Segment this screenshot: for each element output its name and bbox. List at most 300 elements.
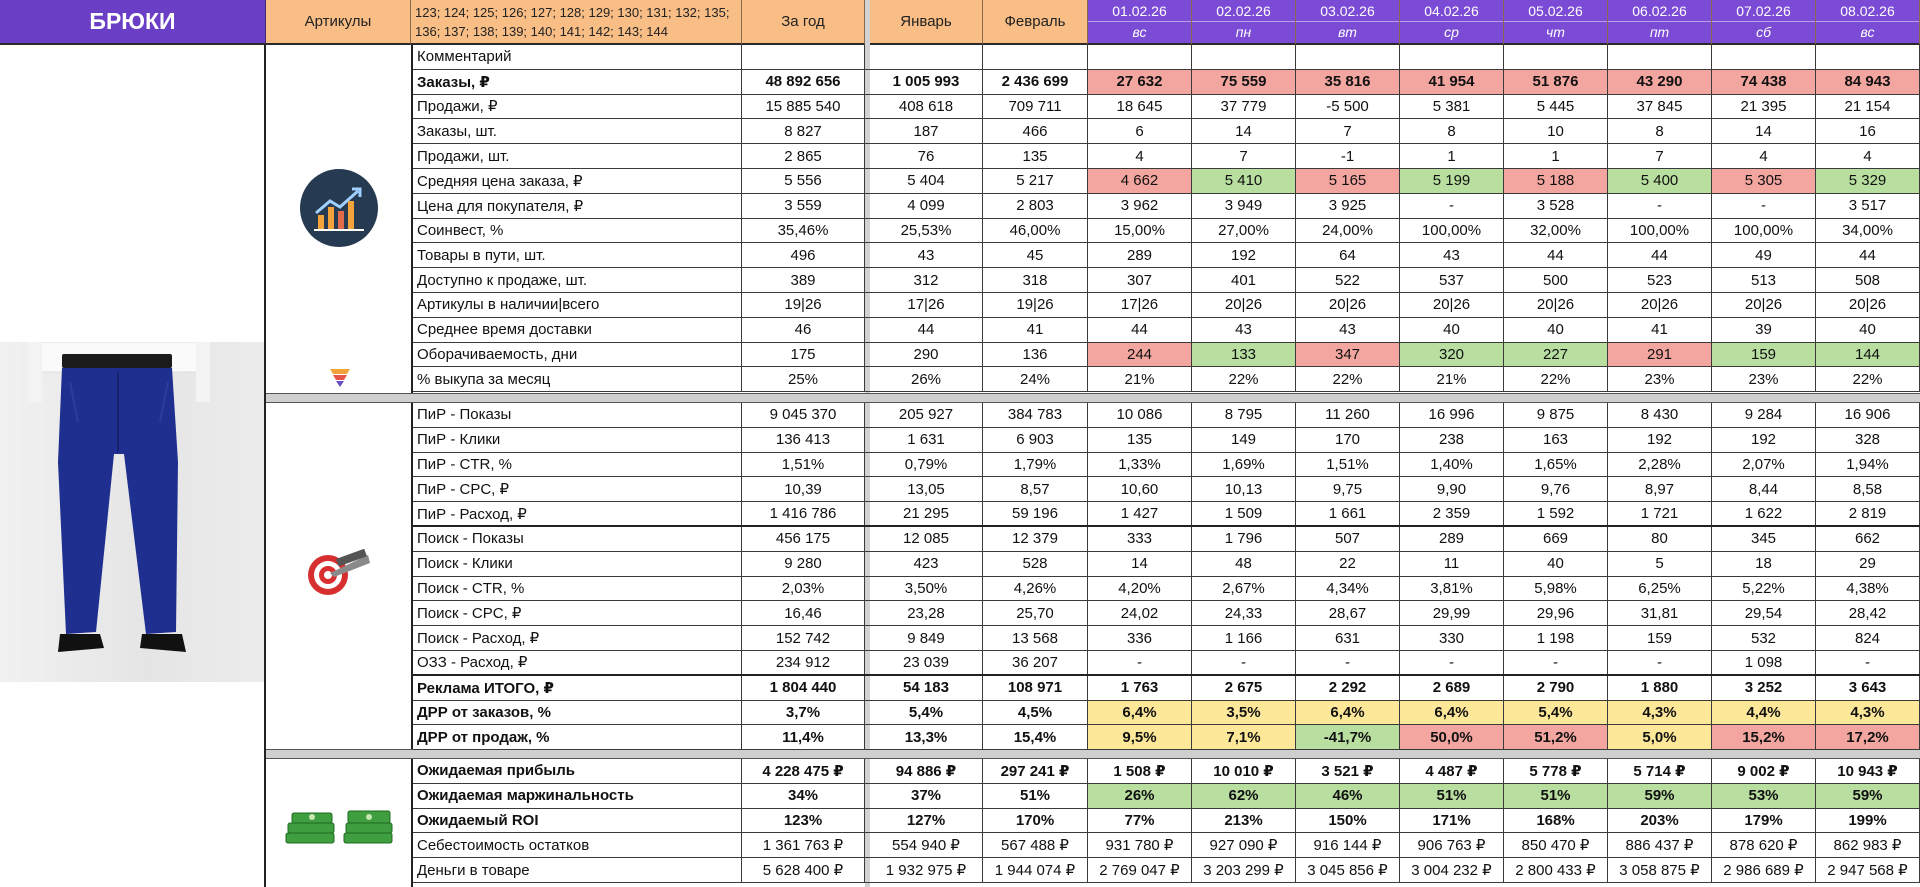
cell-day-5[interactable]: 3 528 xyxy=(1504,194,1608,218)
cell-year[interactable]: 175 xyxy=(742,343,865,367)
cell-day-7[interactable]: 39 xyxy=(1712,318,1816,342)
row-label[interactable]: Продажи, шт. xyxy=(413,144,742,168)
cell-day-3[interactable]: 43 xyxy=(1296,318,1400,342)
cell-day-7[interactable]: 29,54 xyxy=(1712,601,1816,625)
cell-day-3[interactable]: 5 165 xyxy=(1296,169,1400,193)
cell-jan[interactable]: 423 xyxy=(870,552,983,576)
cell-day-6[interactable] xyxy=(1608,45,1712,69)
cell-day-7[interactable]: 159 xyxy=(1712,343,1816,367)
cell-day-7[interactable]: 1 098 xyxy=(1712,651,1816,674)
cell-feb[interactable]: 318 xyxy=(983,268,1088,292)
cell-day-4[interactable]: 3 004 232 ₽ xyxy=(1400,858,1504,882)
cell-day-4[interactable]: 6,4% xyxy=(1400,701,1504,725)
cell-day-2[interactable]: 7 xyxy=(1192,144,1296,168)
cell-day-1[interactable]: 931 780 ₽ xyxy=(1088,833,1192,857)
cell-year[interactable]: 19|26 xyxy=(742,293,865,317)
cell-day-7[interactable]: - xyxy=(1712,194,1816,218)
cell-day-5[interactable]: 44 xyxy=(1504,243,1608,267)
cell-day-8[interactable] xyxy=(1816,45,1920,69)
cell-day-8[interactable]: 662 xyxy=(1816,527,1920,551)
day-header-6[interactable] xyxy=(1608,0,1712,45)
cell-feb[interactable]: 36 207 xyxy=(983,651,1088,674)
cell-day-4[interactable]: 3,81% xyxy=(1400,577,1504,601)
cell-day-5[interactable]: 22% xyxy=(1504,367,1608,391)
cell-day-3[interactable]: - xyxy=(1296,651,1400,674)
cell-feb[interactable]: 2 803 xyxy=(983,194,1088,218)
cell-day-8[interactable]: 3 517 xyxy=(1816,194,1920,218)
cell-jan[interactable]: 5 404 xyxy=(870,169,983,193)
cell-day-6[interactable]: 159 xyxy=(1608,626,1712,650)
cell-day-6[interactable]: 5,0% xyxy=(1608,725,1712,749)
cell-day-3[interactable]: 1 661 xyxy=(1296,502,1400,525)
cell-day-4[interactable]: 40 xyxy=(1400,318,1504,342)
cell-feb[interactable]: 297 241 ₽ xyxy=(983,759,1088,783)
cell-day-8[interactable]: 8,58 xyxy=(1816,477,1920,501)
cell-day-3[interactable]: 24,00% xyxy=(1296,219,1400,243)
cell-feb[interactable]: 170% xyxy=(983,809,1088,833)
cell-feb[interactable]: 384 783 xyxy=(983,403,1088,427)
cell-year[interactable]: 389 xyxy=(742,268,865,292)
cell-jan[interactable]: 13,3% xyxy=(870,725,983,749)
cell-day-5[interactable]: 5 188 xyxy=(1504,169,1608,193)
cell-day-1[interactable]: 3 962 xyxy=(1088,194,1192,218)
cell-day-5[interactable]: 40 xyxy=(1504,318,1608,342)
month-header-jan[interactable]: Январь xyxy=(870,0,983,45)
row-label[interactable]: ДРР от заказов, % xyxy=(413,701,742,725)
cell-day-1[interactable]: 14 xyxy=(1088,552,1192,576)
cell-day-1[interactable]: 15,00% xyxy=(1088,219,1192,243)
cell-jan[interactable]: 17|26 xyxy=(870,293,983,317)
cell-day-1[interactable]: 44 xyxy=(1088,318,1192,342)
cell-feb[interactable] xyxy=(983,45,1088,69)
cell-day-6[interactable]: 8 xyxy=(1608,119,1712,143)
cell-feb[interactable]: 6 903 xyxy=(983,428,1088,452)
cell-jan[interactable]: 1 631 xyxy=(870,428,983,452)
cell-day-1[interactable] xyxy=(1088,45,1192,69)
cell-day-5[interactable]: 1 592 xyxy=(1504,502,1608,525)
day-header-4[interactable] xyxy=(1400,0,1504,45)
cell-day-6[interactable]: 5 xyxy=(1608,552,1712,576)
cell-day-2[interactable]: 43 xyxy=(1192,318,1296,342)
cell-year[interactable]: 15 885 540 xyxy=(742,95,865,119)
row-label[interactable]: Товары в пути, шт. xyxy=(413,243,742,267)
cell-day-4[interactable]: 4 487 ₽ xyxy=(1400,759,1504,783)
cell-day-4[interactable]: - xyxy=(1400,194,1504,218)
cell-day-1[interactable]: 10 086 xyxy=(1088,403,1192,427)
cell-day-3[interactable]: 4,34% xyxy=(1296,577,1400,601)
cell-day-4[interactable]: 16 996 xyxy=(1400,403,1504,427)
cell-jan[interactable]: 23,28 xyxy=(870,601,983,625)
cell-day-6[interactable]: - xyxy=(1608,651,1712,674)
cell-jan[interactable] xyxy=(870,45,983,69)
cell-day-8[interactable]: 862 983 ₽ xyxy=(1816,833,1920,857)
cell-day-7[interactable]: 1 622 xyxy=(1712,502,1816,525)
cell-day-7[interactable]: 878 620 ₽ xyxy=(1712,833,1816,857)
cell-day-8[interactable]: 508 xyxy=(1816,268,1920,292)
cell-day-1[interactable]: 6,4% xyxy=(1088,701,1192,725)
row-label[interactable]: Поиск - Клики xyxy=(413,552,742,576)
cell-day-3[interactable]: 347 xyxy=(1296,343,1400,367)
cell-day-5[interactable]: 9 875 xyxy=(1504,403,1608,427)
cell-day-3[interactable]: 7 xyxy=(1296,119,1400,143)
cell-year[interactable]: 16,46 xyxy=(742,601,865,625)
cell-day-2[interactable]: 1 166 xyxy=(1192,626,1296,650)
cell-jan[interactable]: 23 039 xyxy=(870,651,983,674)
cell-day-5[interactable]: 32,00% xyxy=(1504,219,1608,243)
cell-year[interactable]: 1 804 440 xyxy=(742,676,865,700)
cell-day-1[interactable]: 244 xyxy=(1088,343,1192,367)
cell-feb[interactable]: 25,70 xyxy=(983,601,1088,625)
cell-day-4[interactable]: - xyxy=(1400,651,1504,674)
cell-jan[interactable]: 205 927 xyxy=(870,403,983,427)
cell-day-2[interactable] xyxy=(1192,45,1296,69)
cell-year[interactable]: 25% xyxy=(742,367,865,391)
cell-jan[interactable]: 13,05 xyxy=(870,477,983,501)
cell-day-7[interactable]: 21 395 xyxy=(1712,95,1816,119)
cell-day-3[interactable]: -5 500 xyxy=(1296,95,1400,119)
cell-feb[interactable]: 567 488 ₽ xyxy=(983,833,1088,857)
cell-day-6[interactable]: 37 845 xyxy=(1608,95,1712,119)
cell-day-2[interactable]: 133 xyxy=(1192,343,1296,367)
cell-day-6[interactable]: 523 xyxy=(1608,268,1712,292)
cell-day-6[interactable]: - xyxy=(1608,194,1712,218)
cell-feb[interactable]: 41 xyxy=(983,318,1088,342)
cell-day-5[interactable]: 5 778 ₽ xyxy=(1504,759,1608,783)
cell-year[interactable]: 9 280 xyxy=(742,552,865,576)
cell-day-6[interactable]: 2,28% xyxy=(1608,453,1712,477)
cell-day-8[interactable]: - xyxy=(1816,651,1920,674)
cell-day-8[interactable]: 17,2% xyxy=(1816,725,1920,749)
cell-day-5[interactable]: 51 876 xyxy=(1504,70,1608,94)
cell-day-6[interactable]: 100,00% xyxy=(1608,219,1712,243)
cell-day-8[interactable]: 3 643 xyxy=(1816,676,1920,700)
cell-day-4[interactable]: 51% xyxy=(1400,784,1504,808)
cell-day-2[interactable]: 3 949 xyxy=(1192,194,1296,218)
cell-day-1[interactable]: 1 508 ₽ xyxy=(1088,759,1192,783)
cell-day-4[interactable]: 2 359 xyxy=(1400,502,1504,525)
cell-day-7[interactable]: 20|26 xyxy=(1712,293,1816,317)
cell-day-8[interactable]: 2 947 568 ₽ xyxy=(1816,858,1920,882)
cell-day-7[interactable]: 9 284 xyxy=(1712,403,1816,427)
cell-day-2[interactable]: 22% xyxy=(1192,367,1296,391)
cell-day-4[interactable]: 20|26 xyxy=(1400,293,1504,317)
row-label[interactable]: ДРР от продаж, % xyxy=(413,725,742,749)
row-label[interactable]: Ожидаемая маржинальность xyxy=(413,784,742,808)
cell-day-5[interactable]: 2 790 xyxy=(1504,676,1608,700)
cell-day-7[interactable]: 4 xyxy=(1712,144,1816,168)
cell-day-6[interactable]: 23% xyxy=(1608,367,1712,391)
cell-day-6[interactable]: 203% xyxy=(1608,809,1712,833)
cell-day-4[interactable]: 29,99 xyxy=(1400,601,1504,625)
cell-day-7[interactable]: 192 xyxy=(1712,428,1816,452)
cell-day-8[interactable]: 21 154 xyxy=(1816,95,1920,119)
cell-day-1[interactable]: 1,33% xyxy=(1088,453,1192,477)
cell-day-7[interactable] xyxy=(1712,45,1816,69)
row-label[interactable]: Продажи, ₽ xyxy=(413,95,742,119)
cell-jan[interactable]: 44 xyxy=(870,318,983,342)
cell-day-6[interactable]: 59% xyxy=(1608,784,1712,808)
cell-day-7[interactable]: 345 xyxy=(1712,527,1816,551)
cell-day-2[interactable]: 48 xyxy=(1192,552,1296,576)
cell-day-4[interactable]: 289 xyxy=(1400,527,1504,551)
cell-day-2[interactable]: 27,00% xyxy=(1192,219,1296,243)
row-label[interactable]: Реклама ИТОГО, ₽ xyxy=(413,676,742,700)
cell-day-3[interactable]: 6,4% xyxy=(1296,701,1400,725)
row-label[interactable]: Поиск - Расход, ₽ xyxy=(413,626,742,650)
cell-day-4[interactable]: 2 689 xyxy=(1400,676,1504,700)
cell-day-5[interactable]: 51,2% xyxy=(1504,725,1608,749)
cell-day-6[interactable]: 44 xyxy=(1608,243,1712,267)
sheet-title[interactable]: БРЮКИ xyxy=(0,0,266,45)
cell-day-7[interactable]: 2,07% xyxy=(1712,453,1816,477)
cell-day-8[interactable]: 84 943 xyxy=(1816,70,1920,94)
cell-day-4[interactable]: 8 xyxy=(1400,119,1504,143)
cell-day-2[interactable]: 192 xyxy=(1192,243,1296,267)
cell-day-8[interactable]: 34,00% xyxy=(1816,219,1920,243)
row-label[interactable]: Ожидаемый ROI xyxy=(413,809,742,833)
cell-feb[interactable]: 709 711 xyxy=(983,95,1088,119)
cell-day-2[interactable]: 24,33 xyxy=(1192,601,1296,625)
cell-day-1[interactable]: 21% xyxy=(1088,367,1192,391)
row-label[interactable]: ПиР - CTR, % xyxy=(413,453,742,477)
cell-day-3[interactable]: 170 xyxy=(1296,428,1400,452)
cell-day-3[interactable]: 64 xyxy=(1296,243,1400,267)
cell-day-8[interactable]: 22% xyxy=(1816,367,1920,391)
year-header[interactable]: За год xyxy=(742,0,865,45)
cell-day-2[interactable]: 14 xyxy=(1192,119,1296,143)
cell-day-7[interactable]: 532 xyxy=(1712,626,1816,650)
cell-day-3[interactable]: -41,7% xyxy=(1296,725,1400,749)
cell-day-7[interactable]: 513 xyxy=(1712,268,1816,292)
cell-day-6[interactable]: 8,97 xyxy=(1608,477,1712,501)
cell-year[interactable]: 2 865 xyxy=(742,144,865,168)
day-header-2[interactable] xyxy=(1192,0,1296,45)
cell-jan[interactable]: 37% xyxy=(870,784,983,808)
cell-day-1[interactable]: 4 662 xyxy=(1088,169,1192,193)
cell-jan[interactable]: 94 886 ₽ xyxy=(870,759,983,783)
cell-feb[interactable]: 24% xyxy=(983,367,1088,391)
cell-day-5[interactable]: 40 xyxy=(1504,552,1608,576)
cell-day-8[interactable]: 16 xyxy=(1816,119,1920,143)
cell-day-6[interactable]: 6,25% xyxy=(1608,577,1712,601)
cell-day-3[interactable]: 631 xyxy=(1296,626,1400,650)
cell-day-6[interactable]: 43 290 xyxy=(1608,70,1712,94)
cell-feb[interactable]: 4,26% xyxy=(983,577,1088,601)
cell-day-5[interactable]: 1 xyxy=(1504,144,1608,168)
cell-day-8[interactable]: 5 329 xyxy=(1816,169,1920,193)
cell-day-3[interactable]: 916 144 ₽ xyxy=(1296,833,1400,857)
cell-jan[interactable]: 408 618 xyxy=(870,95,983,119)
cell-feb[interactable]: 136 xyxy=(983,343,1088,367)
row-label[interactable]: Ожидаемая прибыль xyxy=(413,759,742,783)
cell-day-1[interactable]: 2 769 047 ₽ xyxy=(1088,858,1192,882)
cell-feb[interactable]: 528 xyxy=(983,552,1088,576)
cell-day-3[interactable]: 20|26 xyxy=(1296,293,1400,317)
day-header-3[interactable] xyxy=(1296,0,1400,45)
cell-day-3[interactable]: 3 045 856 ₽ xyxy=(1296,858,1400,882)
row-label[interactable]: Соинвест, % xyxy=(413,219,742,243)
cell-day-7[interactable]: 5 305 xyxy=(1712,169,1816,193)
cell-day-7[interactable]: 9 002 ₽ xyxy=(1712,759,1816,783)
cell-day-3[interactable]: 22% xyxy=(1296,367,1400,391)
cell-day-6[interactable]: 5 714 ₽ xyxy=(1608,759,1712,783)
cell-feb[interactable]: 1 944 074 ₽ xyxy=(983,858,1088,882)
row-label[interactable]: ПиР - Показы xyxy=(413,403,742,427)
cell-day-4[interactable]: 43 xyxy=(1400,243,1504,267)
cell-day-1[interactable]: 336 xyxy=(1088,626,1192,650)
cell-feb[interactable]: 12 379 xyxy=(983,527,1088,551)
row-label[interactable]: Цена для покупателя, ₽ xyxy=(413,194,742,218)
cell-day-2[interactable]: 62% xyxy=(1192,784,1296,808)
cell-day-6[interactable]: 80 xyxy=(1608,527,1712,551)
cell-day-1[interactable]: 17|26 xyxy=(1088,293,1192,317)
cell-day-3[interactable]: 9,75 xyxy=(1296,477,1400,501)
cell-day-4[interactable]: 171% xyxy=(1400,809,1504,833)
cell-day-6[interactable]: 5 400 xyxy=(1608,169,1712,193)
cell-jan[interactable]: 1 932 975 ₽ xyxy=(870,858,983,882)
cell-day-1[interactable]: 1 427 xyxy=(1088,502,1192,525)
row-label[interactable]: ОЗЗ - Расход, ₽ xyxy=(413,651,742,674)
cell-day-5[interactable] xyxy=(1504,45,1608,69)
cell-day-3[interactable]: 150% xyxy=(1296,809,1400,833)
cell-day-8[interactable]: 28,42 xyxy=(1816,601,1920,625)
cell-day-5[interactable]: 168% xyxy=(1504,809,1608,833)
cell-day-4[interactable]: 537 xyxy=(1400,268,1504,292)
row-label[interactable]: Средняя цена заказа, ₽ xyxy=(413,169,742,193)
cell-day-3[interactable]: 35 816 xyxy=(1296,70,1400,94)
row-label[interactable]: Заказы, шт. xyxy=(413,119,742,143)
cell-jan[interactable]: 3,50% xyxy=(870,577,983,601)
cell-day-7[interactable]: 53% xyxy=(1712,784,1816,808)
cell-day-6[interactable]: 31,81 xyxy=(1608,601,1712,625)
cell-jan[interactable]: 26% xyxy=(870,367,983,391)
row-label[interactable]: ПиР - Расход, ₽ xyxy=(413,502,742,525)
cell-day-8[interactable]: 59% xyxy=(1816,784,1920,808)
cell-day-2[interactable]: 20|26 xyxy=(1192,293,1296,317)
row-label[interactable]: Поиск - CPC, ₽ xyxy=(413,601,742,625)
cell-day-1[interactable]: 4 xyxy=(1088,144,1192,168)
row-label[interactable]: Заказы, ₽ xyxy=(413,70,742,94)
cell-year[interactable]: 8 827 xyxy=(742,119,865,143)
cell-day-2[interactable]: 7,1% xyxy=(1192,725,1296,749)
cell-day-5[interactable]: 5,4% xyxy=(1504,701,1608,725)
cell-day-6[interactable]: 7 xyxy=(1608,144,1712,168)
cell-day-7[interactable]: 2 986 689 ₽ xyxy=(1712,858,1816,882)
cell-feb[interactable]: 15,4% xyxy=(983,725,1088,749)
cell-year[interactable]: 2,03% xyxy=(742,577,865,601)
cell-day-8[interactable]: 824 xyxy=(1816,626,1920,650)
cell-day-1[interactable]: 289 xyxy=(1088,243,1192,267)
day-header-8[interactable] xyxy=(1816,0,1920,45)
cell-jan[interactable]: 43 xyxy=(870,243,983,267)
cell-day-5[interactable]: 5,98% xyxy=(1504,577,1608,601)
cell-day-7[interactable]: 15,2% xyxy=(1712,725,1816,749)
cell-feb[interactable]: 8,57 xyxy=(983,477,1088,501)
cell-year[interactable]: 35,46% xyxy=(742,219,865,243)
cell-day-1[interactable]: 26% xyxy=(1088,784,1192,808)
cell-day-6[interactable]: 4,3% xyxy=(1608,701,1712,725)
cell-day-5[interactable]: 20|26 xyxy=(1504,293,1608,317)
cell-day-4[interactable] xyxy=(1400,45,1504,69)
cell-day-1[interactable]: 1 763 xyxy=(1088,676,1192,700)
cell-day-8[interactable]: 199% xyxy=(1816,809,1920,833)
row-label[interactable]: Среднее время доставки xyxy=(413,318,742,342)
cell-day-8[interactable]: 4 xyxy=(1816,144,1920,168)
cell-day-6[interactable]: 886 437 ₽ xyxy=(1608,833,1712,857)
cell-day-1[interactable]: 24,02 xyxy=(1088,601,1192,625)
cell-day-2[interactable]: 401 xyxy=(1192,268,1296,292)
cell-year[interactable]: 5 628 400 ₽ xyxy=(742,858,865,882)
cell-day-5[interactable]: 5 445 xyxy=(1504,95,1608,119)
cell-feb[interactable]: 13 568 xyxy=(983,626,1088,650)
cell-day-7[interactable]: 18 xyxy=(1712,552,1816,576)
cell-day-3[interactable]: 507 xyxy=(1296,527,1400,551)
cell-day-8[interactable]: 1,94% xyxy=(1816,453,1920,477)
cell-day-4[interactable]: 320 xyxy=(1400,343,1504,367)
cell-day-2[interactable]: 10,13 xyxy=(1192,477,1296,501)
month-header-feb[interactable]: Февраль xyxy=(983,0,1088,45)
cell-day-8[interactable]: 40 xyxy=(1816,318,1920,342)
cell-day-5[interactable]: 850 470 ₽ xyxy=(1504,833,1608,857)
cell-day-8[interactable]: 10 943 ₽ xyxy=(1816,759,1920,783)
cell-day-6[interactable]: 1 880 xyxy=(1608,676,1712,700)
cell-day-2[interactable]: 149 xyxy=(1192,428,1296,452)
cell-day-6[interactable]: 41 xyxy=(1608,318,1712,342)
cell-day-5[interactable]: - xyxy=(1504,651,1608,674)
cell-jan[interactable]: 187 xyxy=(870,119,983,143)
cell-feb[interactable]: 59 196 xyxy=(983,502,1088,525)
cell-jan[interactable]: 4 099 xyxy=(870,194,983,218)
cell-year[interactable]: 136 413 xyxy=(742,428,865,452)
cell-day-3[interactable]: 22 xyxy=(1296,552,1400,576)
cell-day-2[interactable]: 3 203 299 ₽ xyxy=(1192,858,1296,882)
cell-jan[interactable]: 54 183 xyxy=(870,676,983,700)
cell-day-7[interactable]: 74 438 xyxy=(1712,70,1816,94)
cell-jan[interactable]: 25,53% xyxy=(870,219,983,243)
cell-day-3[interactable]: 522 xyxy=(1296,268,1400,292)
cell-day-3[interactable]: 3 521 ₽ xyxy=(1296,759,1400,783)
cell-day-5[interactable]: 9,76 xyxy=(1504,477,1608,501)
cell-day-2[interactable]: 1,69% xyxy=(1192,453,1296,477)
cell-day-1[interactable]: 18 645 xyxy=(1088,95,1192,119)
cell-year[interactable]: 496 xyxy=(742,243,865,267)
cell-jan[interactable]: 1 005 993 xyxy=(870,70,983,94)
cell-day-8[interactable]: 20|26 xyxy=(1816,293,1920,317)
cell-day-4[interactable]: 21% xyxy=(1400,367,1504,391)
cell-day-2[interactable]: 213% xyxy=(1192,809,1296,833)
cell-day-8[interactable]: 16 906 xyxy=(1816,403,1920,427)
cell-day-7[interactable]: 179% xyxy=(1712,809,1816,833)
cell-day-7[interactable]: 5,22% xyxy=(1712,577,1816,601)
cell-day-4[interactable]: 1,40% xyxy=(1400,453,1504,477)
cell-day-6[interactable]: 1 721 xyxy=(1608,502,1712,525)
cell-day-2[interactable]: 5 410 xyxy=(1192,169,1296,193)
cell-day-4[interactable]: 330 xyxy=(1400,626,1504,650)
cell-day-7[interactable]: 23% xyxy=(1712,367,1816,391)
cell-day-2[interactable]: 75 559 xyxy=(1192,70,1296,94)
cell-day-2[interactable]: 3,5% xyxy=(1192,701,1296,725)
cell-feb[interactable]: 2 436 699 xyxy=(983,70,1088,94)
cell-day-4[interactable]: 41 954 xyxy=(1400,70,1504,94)
cell-day-1[interactable]: 10,60 xyxy=(1088,477,1192,501)
cell-jan[interactable]: 127% xyxy=(870,809,983,833)
row-label[interactable]: ПиР - CPC, ₽ xyxy=(413,477,742,501)
cell-day-1[interactable]: 27 632 xyxy=(1088,70,1192,94)
cell-day-2[interactable]: 927 090 ₽ xyxy=(1192,833,1296,857)
cell-feb[interactable]: 46,00% xyxy=(983,219,1088,243)
cell-day-4[interactable]: 100,00% xyxy=(1400,219,1504,243)
cell-day-5[interactable]: 227 xyxy=(1504,343,1608,367)
